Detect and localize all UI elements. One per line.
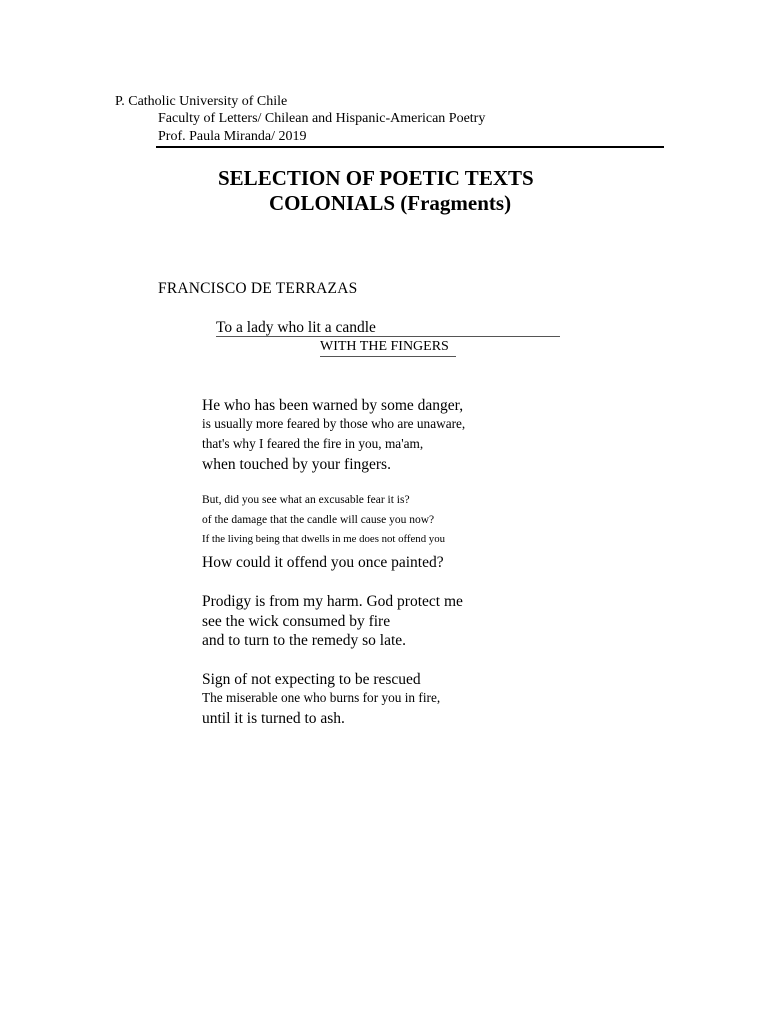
poem-title-underline-2 — [320, 356, 456, 357]
university-name: P. Catholic University of Chile — [115, 94, 288, 109]
poem-verse: The miserable one who burns for you in fire, — [202, 690, 441, 705]
faculty-line: Faculty of Letters/ Chilean and Hispanic-American Poetry — [158, 111, 486, 126]
poem-verse: see the wick consumed by fire — [202, 613, 391, 630]
author-name: FRANCISCO DE TERRAZAS — [158, 280, 358, 297]
poem-verse: that's why I feared the fire in you, ma'am, — [202, 436, 424, 451]
poem-title-line-1: To a lady who lit a candle — [216, 319, 376, 336]
poem-verse: is usually more feared by those who are unaware, — [202, 416, 466, 431]
poem-verse: He who has been warned by some danger, — [202, 397, 464, 414]
poem-verse: until it is turned to ash. — [202, 710, 345, 727]
poem-verse: How could it offend you once painted? — [202, 554, 444, 571]
document-title-line-1: SELECTION OF POETIC TEXTS — [218, 166, 534, 190]
poem-verse: If the living being that dwells in me does not offend you — [202, 533, 445, 545]
poem-verse: But, did you see what an excusable fear it is? — [202, 494, 410, 506]
header-divider — [156, 146, 664, 148]
poem-verse: when touched by your fingers. — [202, 456, 391, 473]
poem-verse: and to turn to the remedy so late. — [202, 632, 407, 649]
poem-verse: Prodigy is from my harm. God protect me — [202, 593, 463, 610]
poem-verse: Sign of not expecting to be rescued — [202, 671, 421, 688]
poem-title-underline — [216, 336, 560, 337]
document-title-line-2: COLONIALS (Fragments) — [269, 191, 512, 215]
professor-line: Prof. Paula Miranda/ 2019 — [158, 129, 307, 144]
poem-verse: of the damage that the candle will cause you now? — [202, 514, 435, 526]
poem-title-line-2: WITH THE FINGERS — [320, 339, 449, 354]
